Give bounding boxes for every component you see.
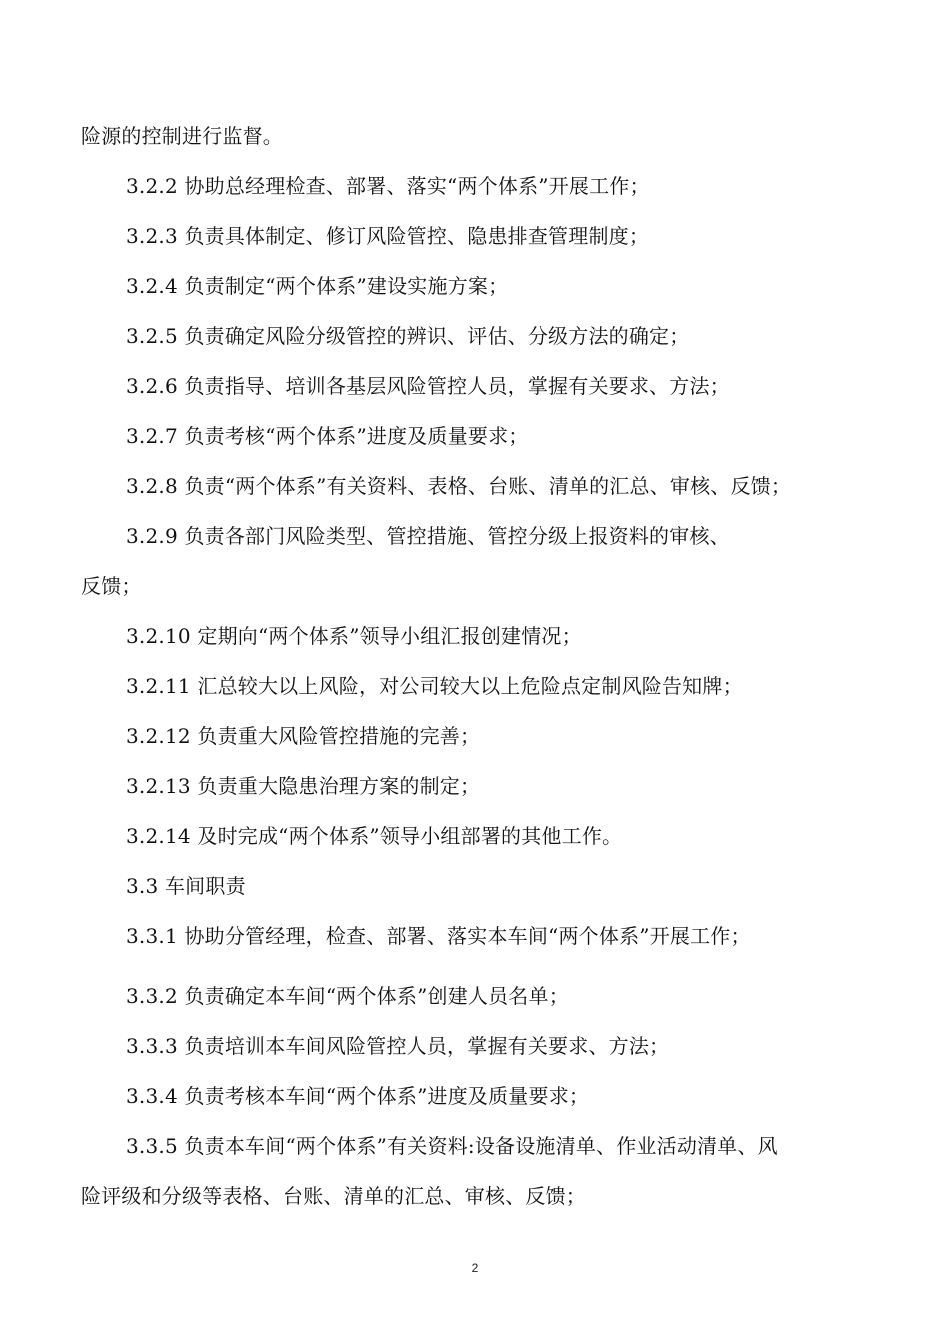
text-line: 险评级和分级等表格、台账、清单的汇总、审核、反馈； <box>81 1184 586 1208</box>
text-line: 3.2.3 负责具体制定、修订风险管控、隐患排查管理制度； <box>126 224 650 248</box>
text-line: 3.2.5 负责确定风险分级管控的辨识、评估、分级方法的确定； <box>126 324 690 348</box>
text-line: 3.3.4 负责考核本车间“两个体系”进度及质量要求； <box>126 1084 590 1108</box>
text-line: 3.2.2 协助总经理检查、部署、落实“两个体系”开展工作； <box>126 174 650 198</box>
text-line: 3.2.6 负责指导、培训各基层风险管控人员，掌握有关要求、方法； <box>126 374 730 398</box>
text-line: 3.2.14 及时完成“两个体系”领导小组部署的其他工作。 <box>126 824 623 848</box>
text-line: 险源的控制进行监督。 <box>81 124 283 148</box>
text-line: 3.2.12 负责重大风险管控措施的完善； <box>126 724 481 748</box>
text-line: 3.2.13 负责重大隐患治理方案的制定； <box>126 774 481 798</box>
text-line: 3.3.2 负责确定本车间“两个体系”创建人员名单； <box>126 984 569 1008</box>
text-line: 3.3.5 负责本车间“两个体系”有关资料:设备设施清单、作业活动清单、风 <box>126 1134 778 1158</box>
text-line: 3.2.8 负责“两个体系”有关资料、表格、台账、清单的汇总、审核、反馈； <box>126 474 792 498</box>
text-line: 反馈； <box>81 574 142 598</box>
text-line: 3.3.1 协助分管经理，检查、部署、落实本车间“两个体系”开展工作； <box>126 924 751 948</box>
text-line: 3.2.11 汇总较大以上风险，对公司较大以上危险点定制风险告知牌； <box>126 674 743 698</box>
text-line: 3.3.3 负责培训本车间风险管控人员，掌握有关要求、方法； <box>126 1034 670 1058</box>
text-line: 3.2.4 负责制定“两个体系”建设实施方案； <box>126 274 509 298</box>
page-number: 2 <box>471 1261 479 1275</box>
text-line: 3.2.9 负责各部门风险类型、管控措施、管控分级上报资料的审核、 <box>126 524 730 548</box>
text-line: 3.2.10 定期向“两个体系”领导小组汇报创建情况； <box>126 624 582 648</box>
section-heading: 3.3 车间职责 <box>126 874 246 898</box>
text-line: 3.2.7 负责考核“两个体系”进度及质量要求； <box>126 424 529 448</box>
